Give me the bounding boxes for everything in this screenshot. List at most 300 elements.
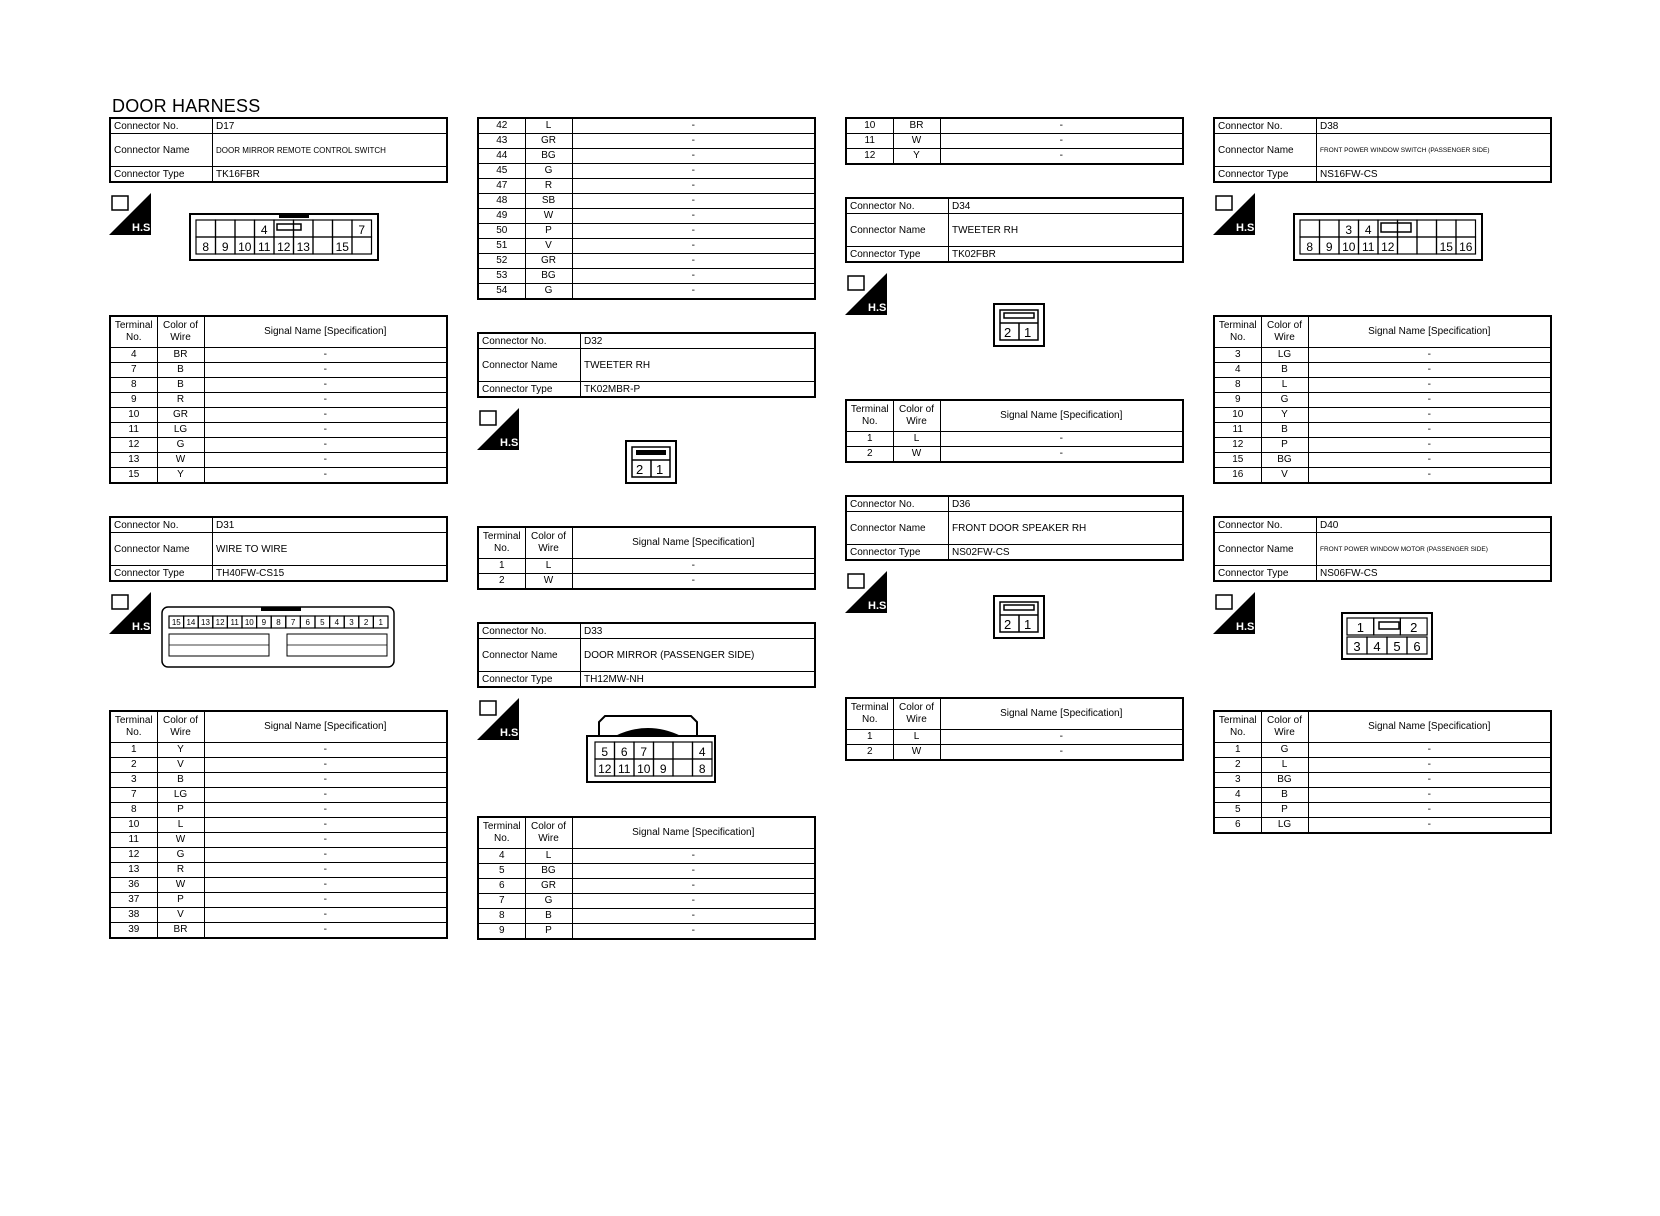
table-row xyxy=(110,453,447,468)
pin-label: 4 xyxy=(334,618,340,627)
connector-name: FRONT POWER WINDOW SWITCH (PASSENGER SIDE) xyxy=(1317,134,1552,167)
terminal-no: 16 xyxy=(1214,468,1261,484)
terminal-no: 4 xyxy=(1214,363,1261,378)
connector-type: TH12MW-NH xyxy=(581,672,816,688)
table-row xyxy=(478,164,815,179)
pin-label: 10 xyxy=(637,762,651,776)
wire-color: Y xyxy=(157,743,204,758)
signal-name: - xyxy=(1308,363,1551,378)
wire-color: G xyxy=(1261,393,1308,408)
wire-color: B xyxy=(1261,423,1308,438)
terminal-no: 8 xyxy=(110,378,157,393)
connector-info-d33 xyxy=(477,622,816,688)
pin-label: 11 xyxy=(618,762,631,776)
column-1 xyxy=(109,117,448,939)
wire-color: W xyxy=(157,833,204,848)
terminal-no: 2 xyxy=(846,447,893,463)
signal-name: - xyxy=(204,348,447,363)
terminal-no: 42 xyxy=(478,118,525,134)
signal-table-d31 xyxy=(109,710,448,939)
connector-info-d38 xyxy=(1213,117,1552,183)
terminal-no: 50 xyxy=(478,224,525,239)
label: Connector No. xyxy=(478,333,581,349)
connector-diagram-d34 xyxy=(845,263,1184,399)
signal-name: - xyxy=(204,893,447,908)
table-row xyxy=(478,118,815,134)
connector-face-d38 xyxy=(1293,213,1483,261)
pin-label: 4 xyxy=(1373,639,1381,654)
terminal-no: 9 xyxy=(1214,393,1261,408)
signal-name: - xyxy=(940,149,1183,165)
terminal-no: 10 xyxy=(846,118,893,134)
table-row xyxy=(110,438,447,453)
table-row xyxy=(478,179,815,194)
table-row xyxy=(110,863,447,878)
signal-name: - xyxy=(1308,453,1551,468)
table-row xyxy=(846,730,1183,745)
header-terminal: Terminal No. xyxy=(846,698,893,730)
pin-label: 9 xyxy=(261,618,267,627)
wire-color: B xyxy=(1261,788,1308,803)
signal-name: - xyxy=(204,363,447,378)
pin-label: 12 xyxy=(598,762,612,776)
signal-name: - xyxy=(1308,423,1551,438)
connector-diagram-d36 xyxy=(845,561,1184,697)
connector-face-d34 xyxy=(993,303,1045,347)
label: Connector Name xyxy=(1214,533,1317,566)
pin-label: 5 xyxy=(601,745,609,759)
label: Connector Type xyxy=(1214,167,1317,183)
connector-info-d40 xyxy=(1213,516,1552,582)
wire-color: L xyxy=(525,849,572,864)
table-row xyxy=(478,894,815,909)
wire-color: B xyxy=(157,773,204,788)
hs-label: H.S. xyxy=(132,222,154,234)
wire-color: GR xyxy=(157,408,204,423)
terminal-no: 4 xyxy=(1214,788,1261,803)
pin-label: 13 xyxy=(296,240,310,254)
table-row xyxy=(478,924,815,940)
pin-label: 12 xyxy=(1381,240,1395,254)
terminal-no: 1 xyxy=(478,559,525,574)
terminal-no: 51 xyxy=(478,239,525,254)
signal-name: - xyxy=(572,209,815,224)
pin-label: 5 xyxy=(1393,639,1401,654)
terminal-no: 12 xyxy=(1214,438,1261,453)
pin-label: 1 xyxy=(378,618,383,627)
signal-name: - xyxy=(572,179,815,194)
table-row xyxy=(846,745,1183,761)
wire-color: W xyxy=(525,209,572,224)
wire-color: LG xyxy=(157,423,204,438)
table-row xyxy=(478,149,815,164)
signal-name: - xyxy=(940,745,1183,761)
signal-name: - xyxy=(204,378,447,393)
terminal-no: 10 xyxy=(1214,408,1261,423)
pin-label: 14 xyxy=(186,618,196,627)
header-terminal: Terminal No. xyxy=(110,711,157,743)
header-terminal: Terminal No. xyxy=(110,316,157,348)
table-row xyxy=(110,423,447,438)
table-row xyxy=(110,348,447,363)
label: Connector Name xyxy=(846,512,949,545)
table-row xyxy=(846,447,1183,463)
terminal-no: 7 xyxy=(110,788,157,803)
wire-color: LG xyxy=(1261,348,1308,363)
pin-label: 7 xyxy=(640,745,648,759)
table-row xyxy=(110,848,447,863)
pin-label: 2 xyxy=(1410,620,1418,635)
header-signal: Signal Name [Specification] xyxy=(572,527,815,559)
table-row xyxy=(110,378,447,393)
signal-name: - xyxy=(1308,393,1551,408)
connector-diagram-d31 xyxy=(109,582,448,710)
pin-label: 6 xyxy=(1413,639,1421,654)
terminal-no: 11 xyxy=(1214,423,1261,438)
connector-no: D32 xyxy=(581,333,816,349)
wire-color: Y xyxy=(157,468,204,484)
pin-label: 8 xyxy=(202,240,210,254)
table-row xyxy=(846,134,1183,149)
table-row xyxy=(110,393,447,408)
connector-info-d34 xyxy=(845,197,1184,263)
table-row xyxy=(1214,468,1551,484)
signal-table-d33 xyxy=(477,816,816,940)
signal-name: - xyxy=(572,849,815,864)
wire-color: L xyxy=(525,118,572,134)
pin-label: 2 xyxy=(363,618,369,627)
wire-color: V xyxy=(1261,468,1308,484)
header-color: Color of Wire xyxy=(893,698,940,730)
table-row xyxy=(110,773,447,788)
header-terminal: Terminal No. xyxy=(478,527,525,559)
wire-color: L xyxy=(1261,758,1308,773)
terminal-no: 49 xyxy=(478,209,525,224)
connector-face-d17 xyxy=(189,213,379,261)
connector-name: FRONT POWER WINDOW MOTOR (PASSENGER SIDE) xyxy=(1317,533,1552,566)
table-row xyxy=(110,363,447,378)
wire-color: G xyxy=(157,848,204,863)
wire-color: B xyxy=(157,378,204,393)
wire-color: BG xyxy=(1261,773,1308,788)
harness-side-icon xyxy=(1213,592,1258,634)
pin-label: 3 xyxy=(349,618,354,627)
terminal-no: 53 xyxy=(478,269,525,284)
pin-label: 15 xyxy=(171,618,181,627)
wire-color: P xyxy=(525,924,572,940)
pin-label: 9 xyxy=(1325,240,1333,254)
wire-color: W xyxy=(893,745,940,761)
signal-name: - xyxy=(572,194,815,209)
table-row xyxy=(478,879,815,894)
signal-name: - xyxy=(204,438,447,453)
terminal-no: 2 xyxy=(1214,758,1261,773)
pin-label: 15 xyxy=(335,240,349,254)
terminal-no: 11 xyxy=(110,423,157,438)
table-row xyxy=(478,239,815,254)
pin-label: 10 xyxy=(244,618,254,627)
signal-name: - xyxy=(572,894,815,909)
connector-name: TWEETER RH xyxy=(949,214,1184,247)
wire-color: V xyxy=(525,239,572,254)
connector-diagram-d17 xyxy=(109,183,448,315)
header-color: Color of Wire xyxy=(1261,711,1308,743)
signal-name: - xyxy=(572,239,815,254)
terminal-no: 15 xyxy=(110,468,157,484)
table-row xyxy=(110,468,447,484)
terminal-no: 47 xyxy=(478,179,525,194)
signal-name: - xyxy=(1308,788,1551,803)
connector-no: D36 xyxy=(949,496,1184,512)
signal-name: - xyxy=(1308,408,1551,423)
header-color: Color of Wire xyxy=(157,711,204,743)
terminal-no: 2 xyxy=(110,758,157,773)
table-row xyxy=(478,574,815,590)
pin-label: 9 xyxy=(221,240,229,254)
column-2 xyxy=(477,117,816,940)
table-row xyxy=(110,408,447,423)
connector-type: TH40FW-CS15 xyxy=(213,566,448,582)
connector-info-d31 xyxy=(109,516,448,582)
wire-color: B xyxy=(157,363,204,378)
signal-name: - xyxy=(204,833,447,848)
table-row xyxy=(110,758,447,773)
signal-table-d36 xyxy=(845,697,1184,761)
pin-label: 6 xyxy=(305,618,310,627)
wire-color: Y xyxy=(1261,408,1308,423)
table-row xyxy=(110,818,447,833)
terminal-no: 7 xyxy=(110,363,157,378)
terminal-no: 10 xyxy=(110,818,157,833)
pin-label: 12 xyxy=(215,618,225,627)
connector-diagram-d38 xyxy=(1213,183,1552,315)
signal-name: - xyxy=(204,878,447,893)
pin-label: 2 xyxy=(636,462,644,477)
signal-name: - xyxy=(572,574,815,590)
table-row xyxy=(1214,743,1551,758)
pin-label: 3 xyxy=(1353,639,1361,654)
label: Connector Name xyxy=(110,134,213,167)
connector-name: DOOR MIRROR REMOTE CONTROL SWITCH xyxy=(213,134,448,167)
wire-color: L xyxy=(893,730,940,745)
header-terminal: Terminal No. xyxy=(1214,711,1261,743)
pin-label: 3 xyxy=(1345,223,1353,237)
terminal-no: 12 xyxy=(846,149,893,165)
signal-name: - xyxy=(940,118,1183,134)
signal-name: - xyxy=(1308,468,1551,484)
table-row xyxy=(478,194,815,209)
terminal-no: 39 xyxy=(110,923,157,939)
terminal-no: 3 xyxy=(110,773,157,788)
label: Connector No. xyxy=(846,496,949,512)
signal-name: - xyxy=(204,908,447,923)
table-row xyxy=(1214,453,1551,468)
wire-color: P xyxy=(157,893,204,908)
connector-face-d33 xyxy=(585,714,717,784)
pin-label: 5 xyxy=(320,618,325,627)
connector-name: WIRE TO WIRE xyxy=(213,533,448,566)
wire-color: BG xyxy=(525,269,572,284)
pin-label: 16 xyxy=(1459,240,1473,254)
wire-color: L xyxy=(1261,378,1308,393)
hs-label: H.S. xyxy=(868,302,890,314)
hs-label: H.S. xyxy=(132,621,154,633)
column-4 xyxy=(1213,117,1552,834)
pin-label: 8 xyxy=(1306,240,1314,254)
table-row xyxy=(478,849,815,864)
terminal-no: 11 xyxy=(846,134,893,149)
table-row xyxy=(1214,348,1551,363)
table-row xyxy=(478,284,815,300)
signal-name: - xyxy=(572,864,815,879)
label: Connector Type xyxy=(1214,566,1317,582)
pin-label: 11 xyxy=(230,618,239,627)
table-row xyxy=(1214,788,1551,803)
table-row xyxy=(110,788,447,803)
label: Connector No. xyxy=(846,198,949,214)
signal-table-d40 xyxy=(1213,710,1552,834)
header-terminal: Terminal No. xyxy=(1214,316,1261,348)
table-row xyxy=(1214,423,1551,438)
pin-label: 13 xyxy=(201,618,210,627)
connector-type: NS06FW-CS xyxy=(1317,566,1552,582)
signal-table-d34 xyxy=(845,399,1184,463)
wire-color: BG xyxy=(525,149,572,164)
terminal-no: 3 xyxy=(1214,773,1261,788)
terminal-no: 9 xyxy=(478,924,525,940)
pin-label: 15 xyxy=(1439,240,1453,254)
signal-name: - xyxy=(572,909,815,924)
connector-name: DOOR MIRROR (PASSENGER SIDE) xyxy=(581,639,816,672)
terminal-no: 13 xyxy=(110,863,157,878)
signal-name: - xyxy=(940,447,1183,463)
table-row xyxy=(1214,378,1551,393)
wire-color: BR xyxy=(893,118,940,134)
table-row xyxy=(1214,393,1551,408)
signal-name: - xyxy=(1308,438,1551,453)
terminal-no: 5 xyxy=(1214,803,1261,818)
wire-color: W xyxy=(893,447,940,463)
terminal-no: 44 xyxy=(478,149,525,164)
pin-label: 7 xyxy=(290,618,296,627)
header-signal: Signal Name [Specification] xyxy=(572,817,815,849)
wire-color: B xyxy=(525,909,572,924)
pin-label: 12 xyxy=(277,240,291,254)
table-row xyxy=(478,224,815,239)
signal-name: - xyxy=(204,863,447,878)
terminal-no: 2 xyxy=(846,745,893,761)
pin-label: 1 xyxy=(1356,620,1364,635)
header-terminal: Terminal No. xyxy=(846,400,893,432)
terminal-no: 43 xyxy=(478,134,525,149)
pin-label: 11 xyxy=(1362,240,1375,254)
pin-label: 10 xyxy=(238,240,252,254)
signal-name: - xyxy=(204,923,447,939)
terminal-no: 1 xyxy=(110,743,157,758)
table-row xyxy=(846,149,1183,165)
pin-label: 4 xyxy=(1364,223,1372,237)
connector-face-d31 xyxy=(161,606,395,668)
signal-name: - xyxy=(204,408,447,423)
connector-name: FRONT DOOR SPEAKER RH xyxy=(949,512,1184,545)
pin-label: 11 xyxy=(258,240,271,254)
hs-label: H.S. xyxy=(1236,222,1258,234)
signal-table-d33-continued xyxy=(845,117,1184,165)
wire-color: L xyxy=(157,818,204,833)
table-row xyxy=(478,254,815,269)
header-terminal: Terminal No. xyxy=(478,817,525,849)
signal-name: - xyxy=(572,134,815,149)
signal-name: - xyxy=(204,818,447,833)
table-row xyxy=(110,908,447,923)
wire-color: W xyxy=(893,134,940,149)
header-signal: Signal Name [Specification] xyxy=(940,400,1183,432)
signal-name: - xyxy=(572,149,815,164)
terminal-no: 1 xyxy=(846,730,893,745)
table-row xyxy=(478,909,815,924)
connector-name: TWEETER RH xyxy=(581,349,816,382)
pin-label: 8 xyxy=(276,618,281,627)
signal-name: - xyxy=(940,432,1183,447)
signal-name: - xyxy=(1308,818,1551,834)
wire-color: W xyxy=(157,878,204,893)
terminal-no: 10 xyxy=(110,408,157,423)
terminal-no: 5 xyxy=(478,864,525,879)
signal-name: - xyxy=(204,758,447,773)
wire-color: R xyxy=(525,179,572,194)
signal-name: - xyxy=(1308,773,1551,788)
connector-info-d36 xyxy=(845,495,1184,561)
wire-color: LG xyxy=(1261,818,1308,834)
pin-label: 8 xyxy=(698,762,706,776)
terminal-no: 6 xyxy=(478,879,525,894)
connector-no: D38 xyxy=(1317,118,1552,134)
connector-no: D31 xyxy=(213,517,448,533)
label: Connector No. xyxy=(1214,517,1317,533)
header-color: Color of Wire xyxy=(525,527,572,559)
label: Connector Name xyxy=(110,533,213,566)
table-row xyxy=(846,118,1183,134)
harness-side-icon xyxy=(1213,193,1258,235)
wire-color: G xyxy=(525,894,572,909)
terminal-no: 8 xyxy=(1214,378,1261,393)
signal-name: - xyxy=(204,453,447,468)
signal-name: - xyxy=(1308,743,1551,758)
wire-color: L xyxy=(525,559,572,574)
table-row xyxy=(478,269,815,284)
header-signal: Signal Name [Specification] xyxy=(940,698,1183,730)
label: Connector No. xyxy=(478,623,581,639)
label: Connector Name xyxy=(1214,134,1317,167)
header-color: Color of Wire xyxy=(1261,316,1308,348)
table-row xyxy=(1214,363,1551,378)
header-signal: Signal Name [Specification] xyxy=(1308,316,1551,348)
wire-color: P xyxy=(1261,438,1308,453)
table-row xyxy=(1214,438,1551,453)
connector-type: TK16FBR xyxy=(213,167,448,183)
wire-color: R xyxy=(157,863,204,878)
terminal-no: 2 xyxy=(478,574,525,590)
connector-info-d32 xyxy=(477,332,816,398)
label: Connector Type xyxy=(478,672,581,688)
wire-color: GR xyxy=(525,879,572,894)
signal-name: - xyxy=(204,788,447,803)
header-color: Color of Wire xyxy=(157,316,204,348)
wire-color: SB xyxy=(525,194,572,209)
wire-color: G xyxy=(157,438,204,453)
table-row xyxy=(846,432,1183,447)
wire-color: BR xyxy=(157,348,204,363)
